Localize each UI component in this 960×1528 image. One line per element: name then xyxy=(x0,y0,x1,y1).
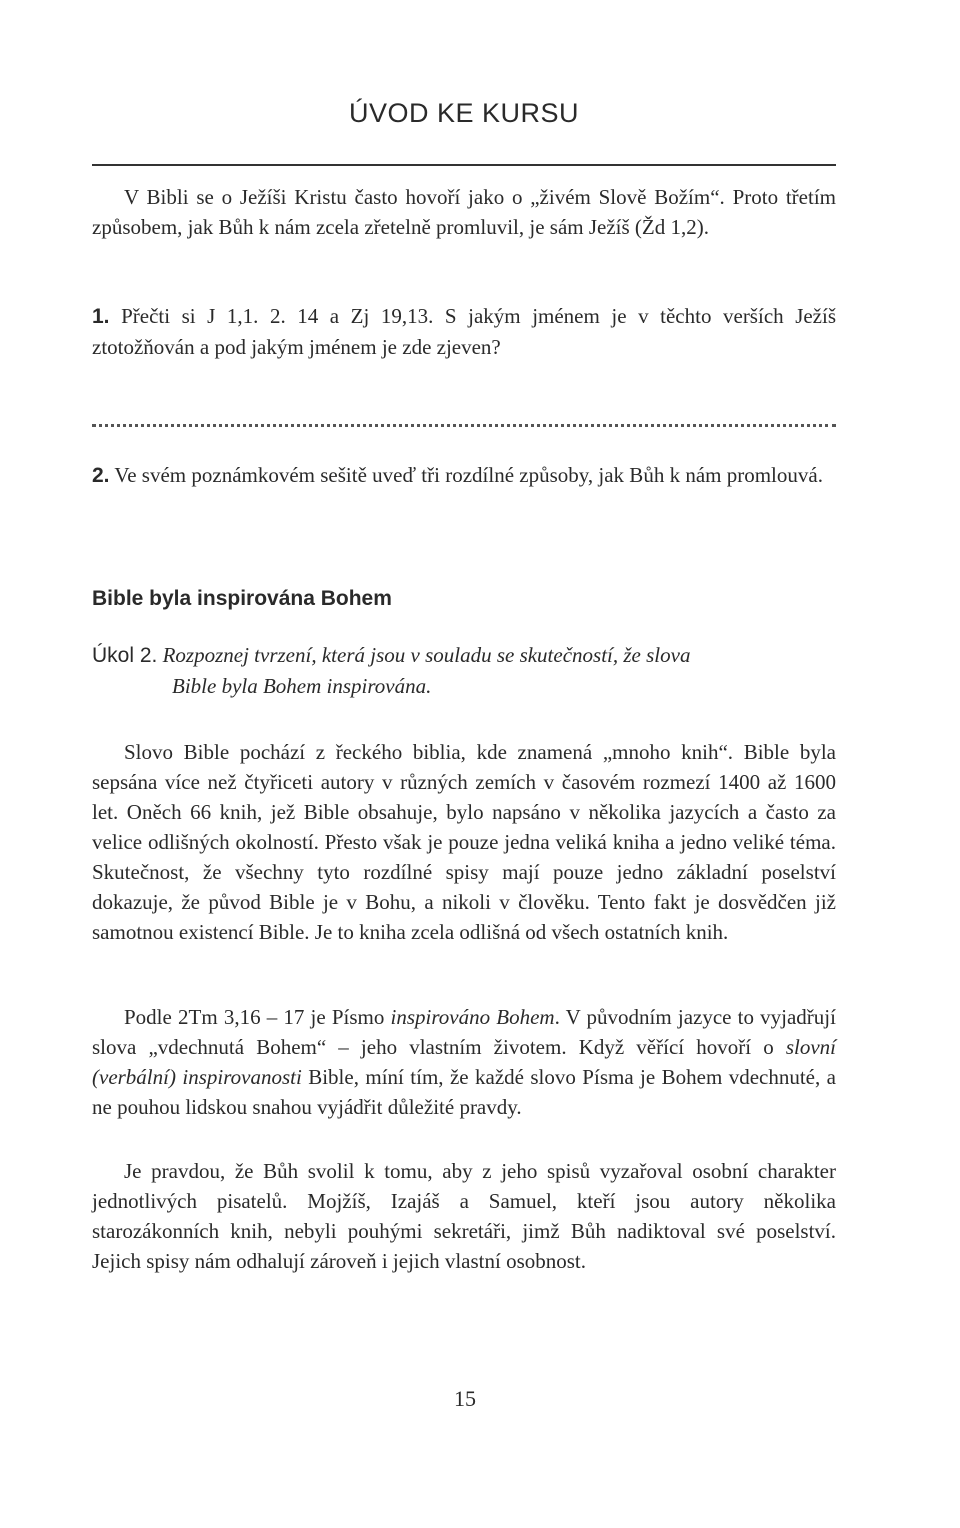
intro-paragraph: V Bibli se o Ježíši Kristu často hovoří jako o „živém Slově Božím“. Proto třetím způsobem, jak Bůh k nám zcela zřetelně promluvil, je sám Ježíš (Žd 1,2). xyxy=(92,185,836,239)
question-2 xyxy=(92,460,836,491)
p2-italic-inspired: inspirováno Bohem xyxy=(390,1005,555,1029)
p2-italic-verbal: slovní (verbální) inspirovanosti xyxy=(92,1035,836,1089)
paragraph-inspiration xyxy=(92,1002,836,1122)
paragraph-authors: Je pravdou, že Bůh svolil k tomu, aby z jeho spisů vyzařoval osobní charakter jednotlivých pisatelů. Mojžíš, Izajáš a Samuel, kteří jsou autory několika starozákonních knih, nebyli pouhými sekretáři, jimž Bůh nadiktoval své poselství. Jejich spisy nám odhalují zároveň i jejich vlastní osobnost. xyxy=(92,1159,836,1273)
answer-dotted-line xyxy=(92,424,836,427)
task-text-line-2: Bible byla Bohem inspirována. xyxy=(172,674,432,698)
task-label: Úkol 2. xyxy=(92,644,158,667)
question-2-text: Ve svém poznámkovém sešitě uveď tři rozdílné způsoby, jak Bůh k nám promlouvá. xyxy=(114,463,823,487)
question-1-number: 1. xyxy=(92,305,110,328)
header-rule xyxy=(92,164,836,166)
task-2 xyxy=(92,640,836,701)
p2-part-c: . V původním jazyce to vyjadřují slova „vdechnutá Bohem“ – jeho vlastním životem. Když věřící hovoří o xyxy=(92,1005,836,1059)
page-number: 15 xyxy=(454,1386,476,1411)
page-header: ÚVOD KE KURSU xyxy=(348,98,580,128)
p2-part-a: Podle 2Tm 3,16 – 17 je Písmo xyxy=(124,1005,391,1029)
question-1-text: Přečti si J 1,1. 2. 14 a Zj 19,13. S jakým jménem je v těchto verších Ježíš ztotožňován a pod jakým jménem je zde zjeven? xyxy=(92,304,837,359)
question-2-number: 2. xyxy=(92,464,110,487)
paragraph-bible-origin: Slovo Bible pochází z řeckého biblia, kde znamená „mnoho knih“. Bible byla sepsána více než čtyřiceti autory v různých zemích v časovém rozmezí 1400 až 1600 let. Oněch 66 knih, jež Bible obsahuje, bylo napsáno v několika jazycích a často za velice odlišných okolností. Přesto však je pouze jedna veliká kniha a jedno veliké téma. Skutečnost, že všechny tyto rozdílné spisy mají pouze jedno základní poselství dokazuje, že původ Bible je v Bohu, a nikoli v člověku. Tento fakt je dosvědčen již samotnou existencí Bible. Je to kniha zcela odlišná od všech ostatních knih. xyxy=(92,740,836,944)
question-1 xyxy=(92,301,836,362)
task-text-line-1: Rozpoznej tvrzení, která jsou v souladu se skutečností, že slova xyxy=(162,643,691,667)
section-heading: Bible byla inspirována Bohem xyxy=(92,587,392,610)
p2-part-e: Bible, míní tím, že každé slovo Písma je Bohem vdechnuté, a ne pouhou lidskou snahou vyjádřit důležité pravdy. xyxy=(92,1065,836,1119)
